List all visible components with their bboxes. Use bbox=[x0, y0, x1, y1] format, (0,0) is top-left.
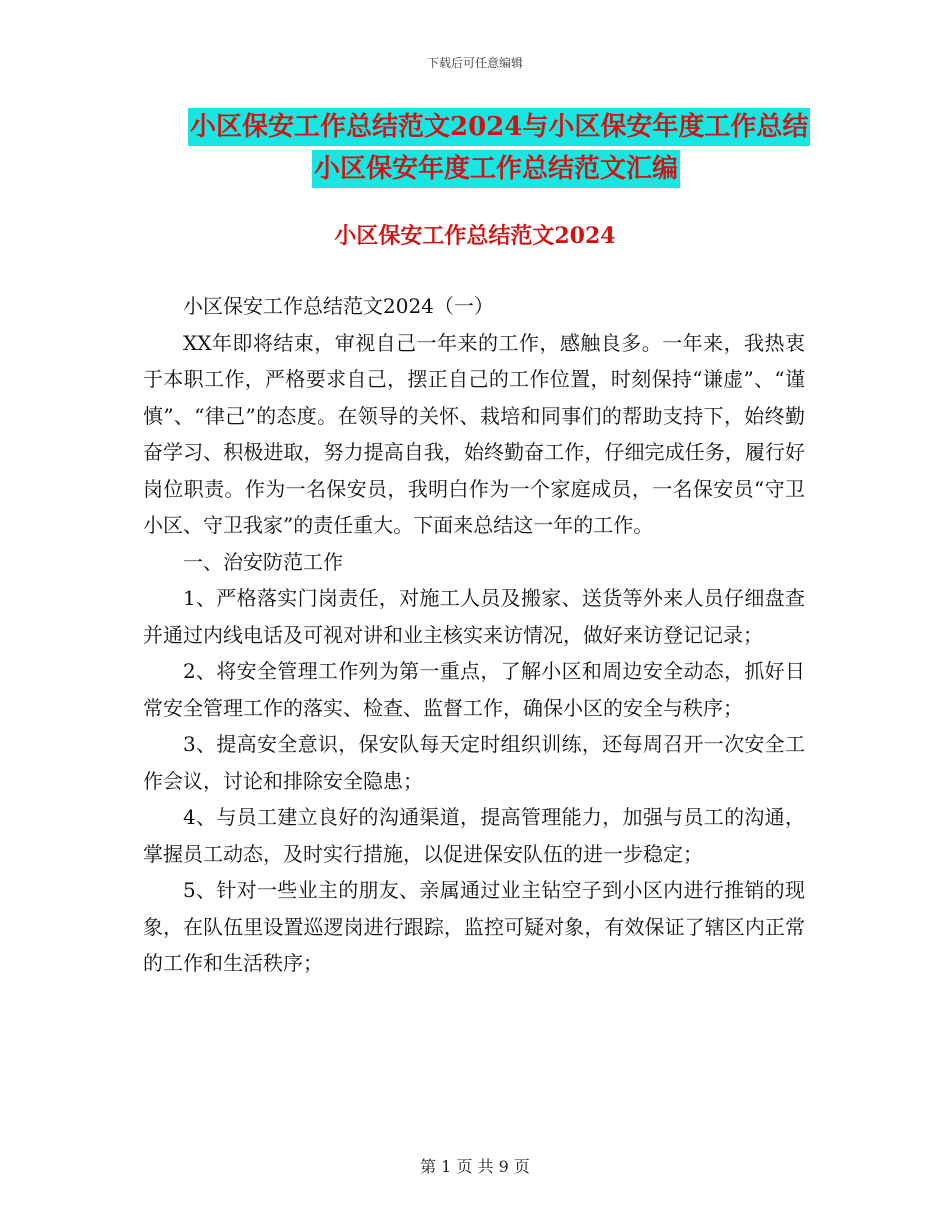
section-heading: 小区保安工作总结范文2024 bbox=[334, 223, 616, 249]
title-line-1: 小区保安工作总结范文2024与小区保安年度工作总结 bbox=[188, 108, 810, 146]
document-body bbox=[143, 288, 805, 982]
paragraph: 2、将安全管理工作列为第一重点，了解小区和周边安全动态，抓好日常安全管理工作的落实、检查、监督工作，确保小区的安全与秩序； bbox=[143, 659, 805, 720]
document-title bbox=[188, 108, 828, 188]
paragraph: 3、提高安全意识，保安队每天定时组织训练，还每周召开一次安全工作会议，讨论和排除安全隐患； bbox=[143, 732, 805, 793]
page-footer: 第 1 页 共 9 页 bbox=[420, 1157, 530, 1176]
paragraph: 5、针对一些业主的朋友、亲属通过业主钻空子到小区内进行推销的现象，在队伍里设置巡逻岗进行跟踪，监控可疑对象，有效保证了辖区内正常的工作和生活秩序； bbox=[143, 878, 805, 975]
page-header-note: 下载后可任意编辑 bbox=[426, 56, 523, 70]
paragraph: XX年即将结束，审视自己一年来的工作，感触良多。一年来，我热衷于本职工作，严格要求自己，摆正自己的工作位置，时刻保持“谦虚”、“谨慎”、“律己”的态度。在领导的关怀、栽培和同事们的帮助支持下，始终勤奋学习、积极进取，努力提高自我，始终勤奋工作，仔细完成任务，履行好岗位职责。作为一名保安员，我明白作为一个家庭成员，一名保安员“守卫小区、守卫我家”的责任重大。下面来总结这一年的工作。 bbox=[143, 330, 805, 537]
title-line-2: 小区保安年度工作总结范文汇编 bbox=[312, 150, 680, 188]
paragraph: 4、与员工建立良好的沟通渠道，提高管理能力，加强与员工的沟通，掌握员工动态，及时实行措施，以促进保安队伍的进一步稳定； bbox=[143, 805, 805, 866]
paragraph: 一、治安防范工作 bbox=[183, 549, 343, 574]
paragraph: 1、严格落实门岗责任，对施工人员及搬家、送货等外来人员仔细盘查并通过内线电话及可视对讲和业主核实来访情况，做好来访登记记录； bbox=[143, 586, 805, 647]
paragraph: 小区保安工作总结范文2024（一） bbox=[183, 294, 494, 318]
